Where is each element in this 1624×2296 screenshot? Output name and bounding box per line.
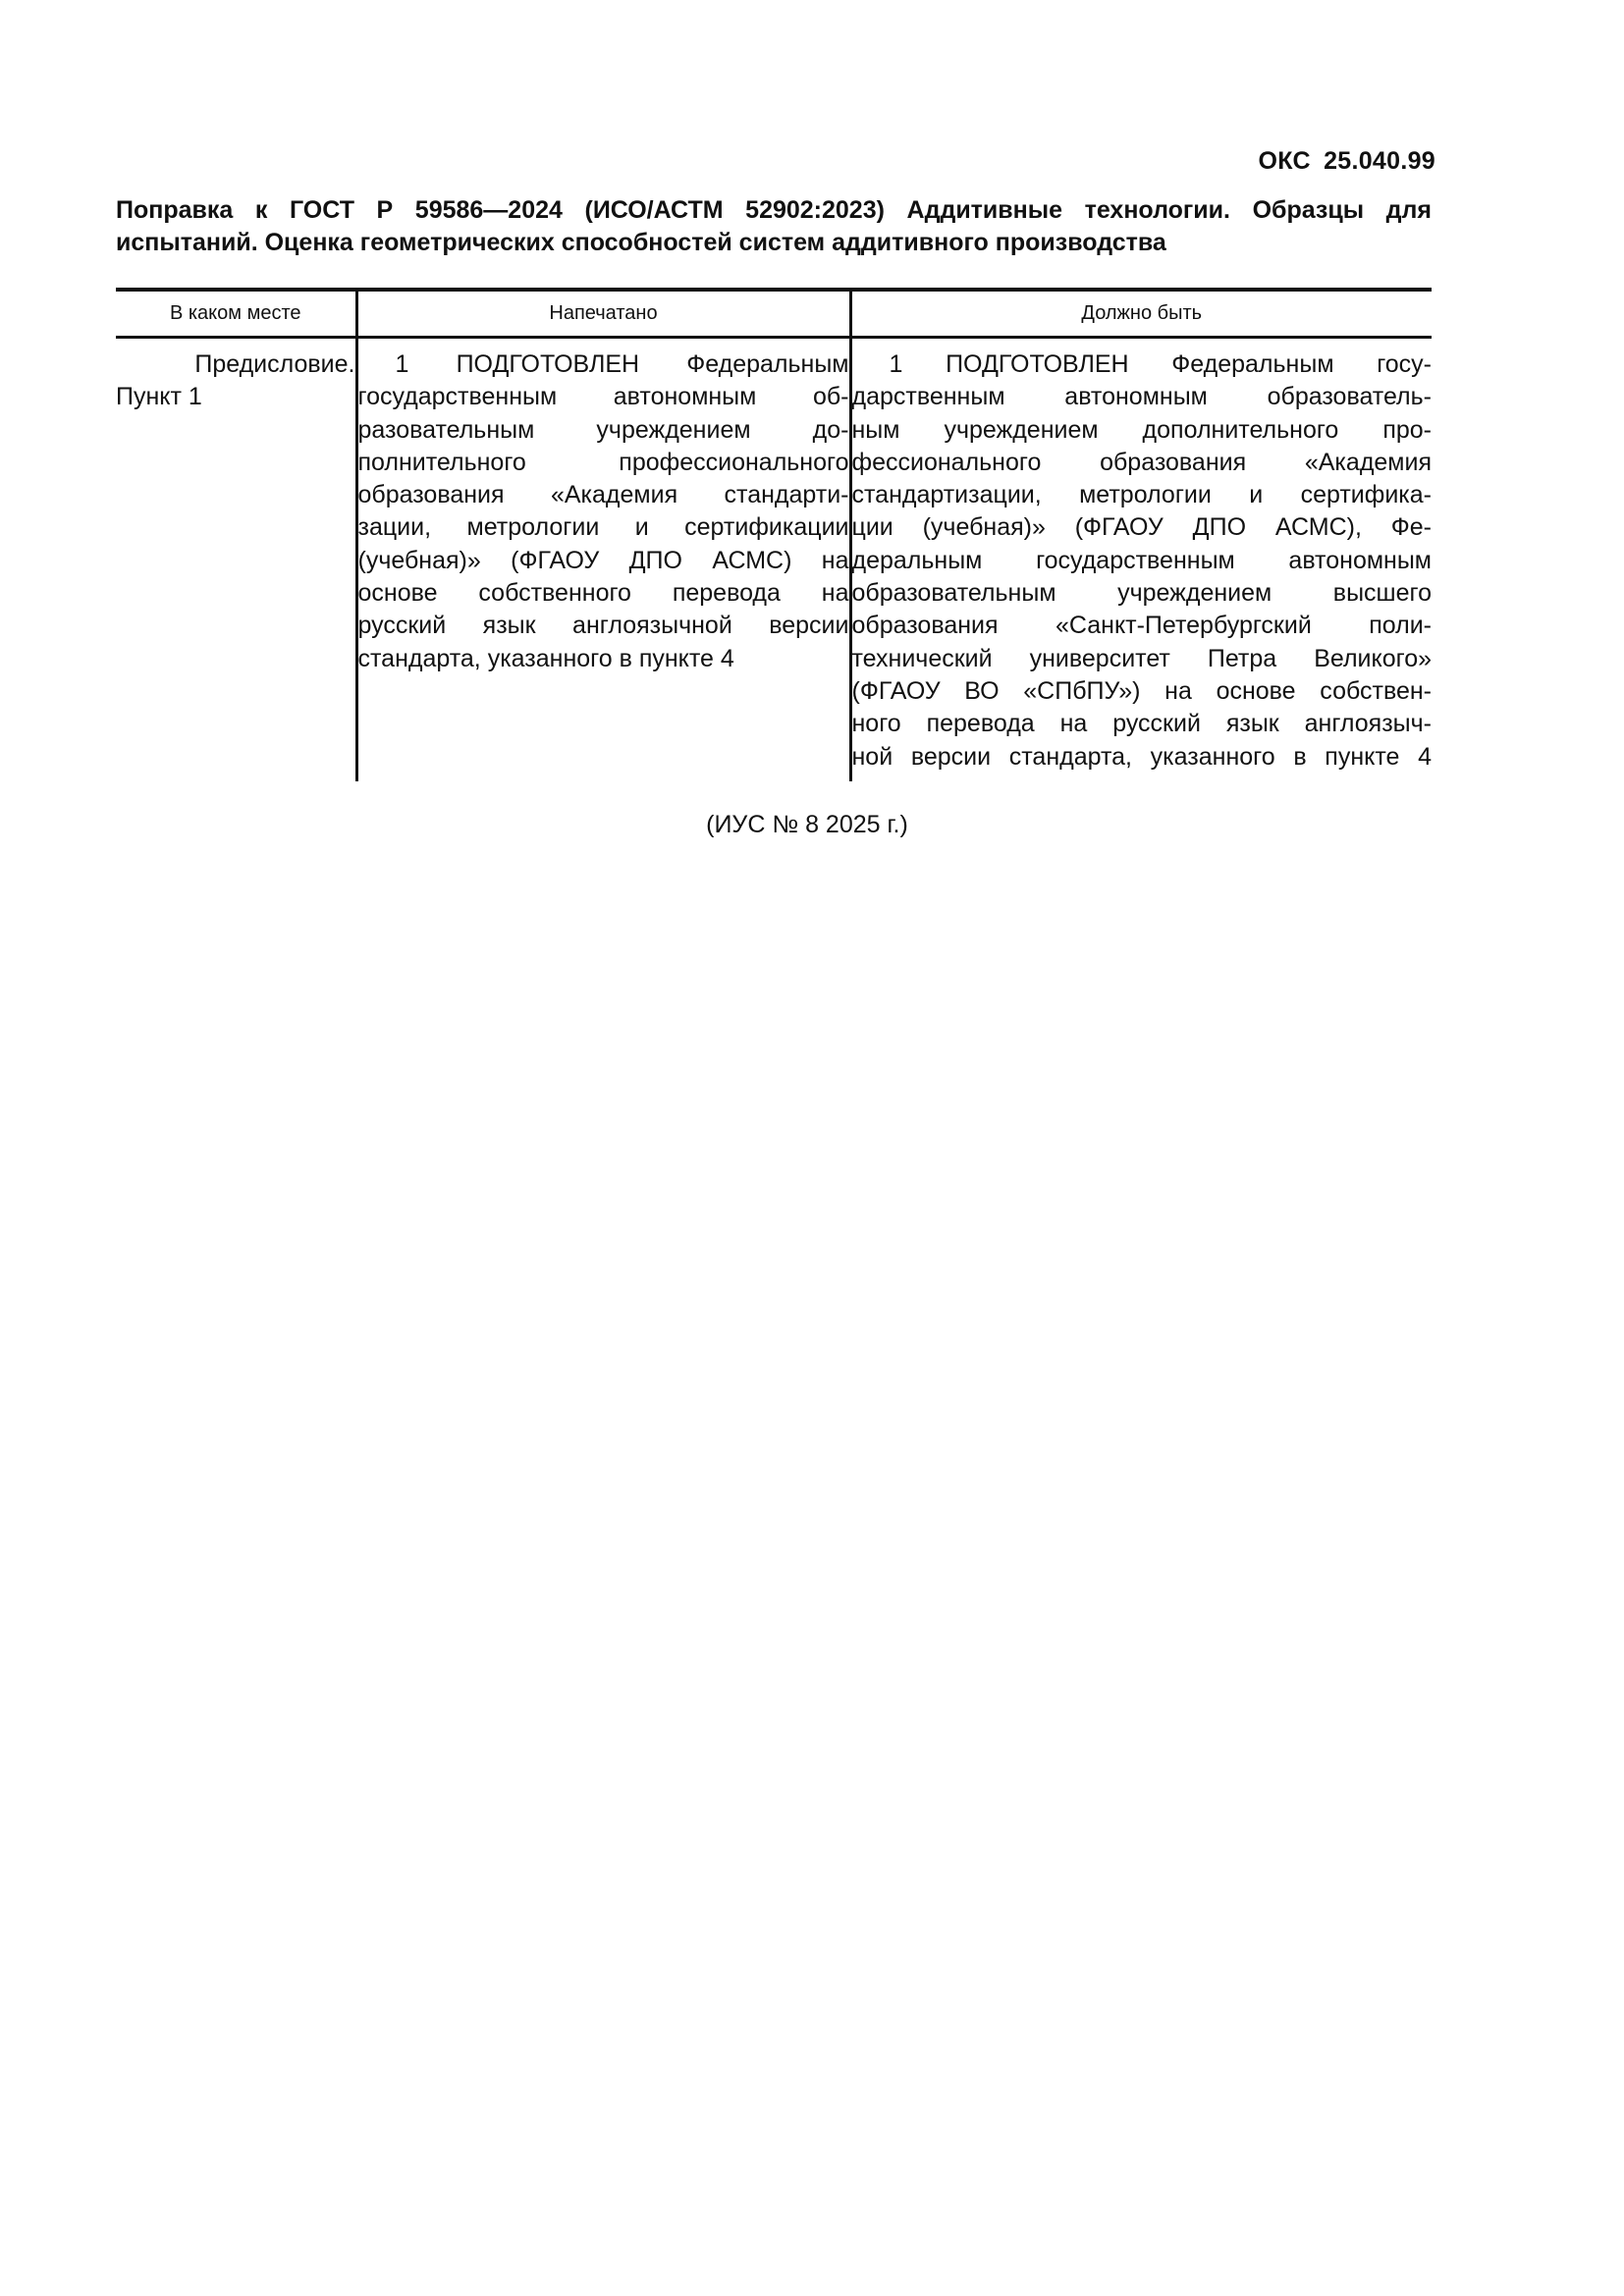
text-line: образовательным учреждением высшего xyxy=(851,579,1432,608)
table-header-row xyxy=(116,290,1432,338)
cell-printed xyxy=(356,338,850,782)
text-line: ным учреждением дополнительного про- xyxy=(851,415,1432,444)
text-line: государственным автономным об- xyxy=(357,383,849,411)
classifier-code: ОКС 25.040.99 xyxy=(1258,147,1435,175)
text-line: ции (учебная)» (ФГАОУ ДПО АСМС), Фе- xyxy=(851,513,1432,542)
title-line: Поправка к ГОСТ Р 59586—2024 (ИСО/АСТМ 52902:2023) Аддитивные технологии. Образцы для xyxy=(116,196,1432,224)
text-line: фессионального образования «Академия xyxy=(851,448,1432,476)
text-line: ной версии стандарта, указанного в пункте 4 xyxy=(851,742,1432,771)
cell-correct xyxy=(850,338,1432,782)
text-line: (ФГАОУ ВО «СПбПУ») на основе собствен- xyxy=(851,676,1432,705)
text-line: полнительного профессионального xyxy=(357,448,849,476)
text-line: 1 ПОДГОТОВЛЕН Федеральным xyxy=(395,350,849,378)
document-title xyxy=(116,194,1432,259)
text-line: образования «Академия стандарти- xyxy=(357,481,849,509)
text-line: стандартизации, метрологии и сертифика- xyxy=(851,481,1432,509)
text-line: ного перевода на русский язык англоязыч- xyxy=(851,710,1432,738)
title-line: испытаний. Оценка геометрических способностей систем аддитивного производства xyxy=(116,229,1166,256)
text-line: зации, метрологии и сертификации xyxy=(357,513,849,542)
text-line: деральным государственным автономным xyxy=(851,546,1432,574)
text-line: Предисловие. xyxy=(194,350,355,378)
table-row xyxy=(116,338,1432,782)
header-place: В каком месте xyxy=(116,290,356,338)
text-line: стандарта, указанного в пункте 4 xyxy=(357,644,734,672)
text-line: разовательным учреждением до- xyxy=(357,415,849,444)
publication-reference xyxy=(0,811,1624,839)
text-line: Пункт 1 xyxy=(116,383,202,411)
text-line: 1 ПОДГОТОВЛЕН Федеральным госу- xyxy=(889,350,1432,378)
header-correct: Должно быть xyxy=(850,290,1432,338)
text-line: (учебная)» (ФГАОУ ДПО АСМС) на xyxy=(357,546,849,574)
text-line: дарственным автономным образователь- xyxy=(851,383,1432,411)
footer-text: (ИУС № 8 2025 г.) xyxy=(706,811,908,838)
text-line: образования «Санкт-Петербургский поли- xyxy=(851,612,1432,640)
amendment-table xyxy=(116,288,1432,781)
header-printed: Напечатано xyxy=(356,290,850,338)
text-line: русский язык англоязычной версии xyxy=(357,612,849,640)
text-line: технический университет Петра Великого» xyxy=(851,644,1432,672)
cell-place xyxy=(116,338,356,782)
text-line: основе собственного перевода на xyxy=(357,579,849,608)
